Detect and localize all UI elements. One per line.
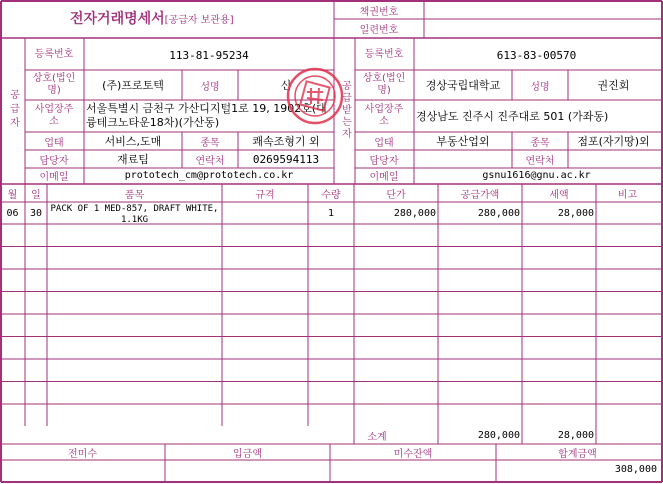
supplier-contact-label: 연락처 [195, 155, 225, 167]
supplier-business: 서비스,도매 [104, 135, 162, 148]
receiver-email: gsnu1616@gnu.ac.kr [482, 170, 591, 181]
receiver-business-label: 업태 [374, 137, 394, 149]
prev-unpaid-label: 전미수 [68, 448, 97, 460]
row1-supply: 280,000 [477, 207, 520, 219]
receiver-item-label: 종목 [530, 137, 550, 149]
total-label: 합계금액 [558, 448, 597, 460]
subtotal-label: 소계 [367, 431, 387, 443]
supplier-contact: 0269594113 [252, 152, 320, 166]
supplier-email-label: 이메일 [39, 172, 69, 183]
col-qty-header: 수량 [321, 189, 341, 201]
row1-note [596, 202, 659, 224]
receiver-company: 경상국립대학교 [425, 79, 501, 92]
receiver-address-label: 사업장주소 [364, 104, 404, 127]
supplier-business-label: 업태 [44, 137, 64, 149]
title-main: 전자거래명세서 [70, 11, 165, 27]
receiver-address: 경상남도 진주시 진주대로 501 (가좌동) [416, 110, 609, 123]
supplier-email: prototech_cm@prototech.co.kr [124, 170, 294, 181]
col-note-header: 비고 [617, 189, 638, 201]
row1-spec [222, 202, 308, 224]
receiver-contact [568, 150, 659, 168]
supplier-manager: 재료팀 [117, 153, 149, 166]
receiver-reg-no: 613-83-00570 [496, 48, 577, 62]
unpaid-balance-label: 미수잔액 [393, 448, 433, 460]
supplier-section-label: 공급자 [7, 89, 19, 131]
receiver-name-label: 성명 [530, 81, 550, 93]
receiver-business: 부동산업외 [436, 135, 490, 148]
receiver-item: 점포(자기땅)외 [577, 135, 650, 148]
row1-day: 30 [29, 207, 43, 219]
supplier-company-label: 상호(법인명) [32, 73, 76, 96]
supplier-name-label: 성명 [200, 81, 220, 93]
supplier-address-label: 사업장주소 [34, 104, 74, 127]
row1-qty: 1 [327, 207, 335, 219]
row1-item: PACK OF 1 MED-857, DRAFT WHITE, 1.1KG [50, 204, 219, 225]
serial-no-label: 일련번호 [359, 24, 399, 36]
receiver-manager [414, 150, 512, 168]
receiver-contact-label: 연락처 [525, 155, 555, 167]
total-value: 308,000 [614, 463, 657, 475]
title-sub: [공급자 보관용] [164, 15, 234, 26]
col-price-header: 단가 [386, 189, 406, 201]
supplier-reg-no: 113-81-95234 [169, 48, 249, 62]
col-month-header: 월 [7, 189, 18, 201]
supplier-name: 신 [280, 79, 292, 92]
subtotal-supply: 280,000 [477, 429, 520, 441]
col-supply-header: 공급가액 [460, 189, 500, 201]
supplier-manager-label: 담당자 [39, 155, 69, 167]
row1-price: 280,000 [393, 207, 436, 219]
supplier-item-label: 종목 [200, 137, 220, 149]
supplier-reg-label: 등록번호 [34, 49, 74, 60]
receiver-company-label: 상호(법인명) [362, 73, 406, 96]
row1-month: 06 [6, 207, 19, 219]
subtotal-tax: 28,000 [557, 429, 594, 441]
col-item-header: 품목 [124, 189, 145, 201]
receiver-name: 권진회 [597, 79, 630, 92]
document-title [70, 8, 330, 30]
col-tax-header: 세액 [549, 189, 569, 201]
company-seal-icon [285, 66, 345, 126]
receiver-section-label: 공급받는자 [339, 80, 351, 140]
receiver-manager-label: 담당자 [369, 155, 399, 167]
col-day-header: 일 [31, 189, 41, 201]
supplier-item: 쾌속조형기 외 [252, 135, 320, 148]
row1-tax: 28,000 [557, 207, 594, 219]
receiver-reg-label: 등록번호 [364, 49, 404, 60]
col-spec-header: 규격 [255, 189, 275, 201]
supplier-address: 서울특별시 금천구 가산디지털1로 19, 1902호(대륭테크노타운18차)(가산동) [86, 102, 327, 129]
supplier-company: (주)프로토텍 [102, 79, 164, 92]
book-no-label: 책권번호 [359, 6, 399, 18]
received-label: 입금액 [233, 448, 262, 460]
receiver-email-label: 이메일 [369, 172, 399, 183]
